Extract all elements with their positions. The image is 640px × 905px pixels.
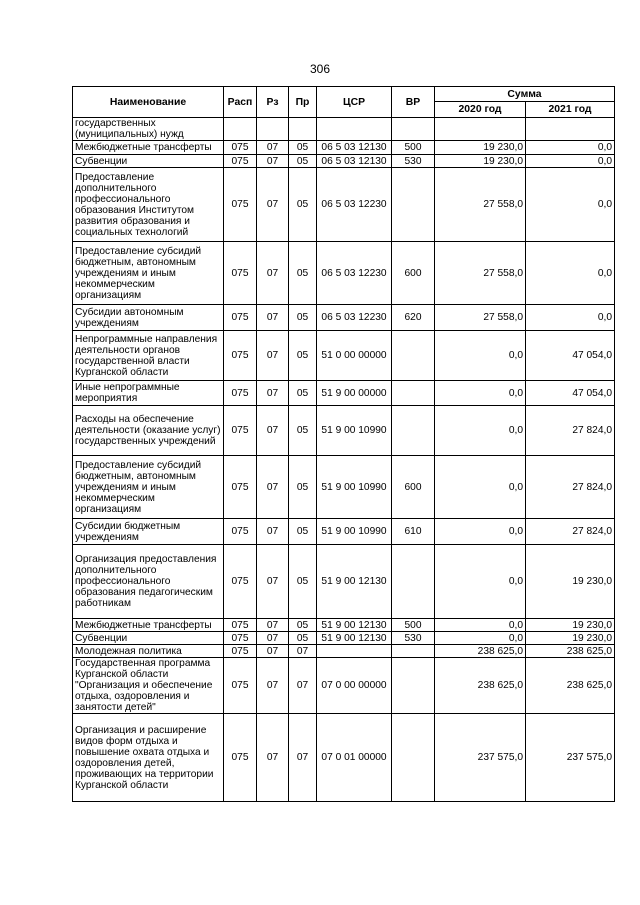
row-amount-2021: 19 230,0 — [526, 545, 615, 619]
row-pr: 05 — [289, 519, 317, 545]
row-vr: 620 — [392, 305, 435, 331]
row-rz: 07 — [257, 331, 289, 381]
row-rasp: 075 — [224, 168, 257, 242]
row-rasp: 075 — [224, 619, 257, 632]
row-amount-2021: 0,0 — [526, 141, 615, 155]
row-amount-2021: 27 824,0 — [526, 519, 615, 545]
row-rz: 07 — [257, 141, 289, 155]
row-rz: 07 — [257, 545, 289, 619]
row-csr: 51 9 00 10990 — [317, 519, 392, 545]
header-2021: 2021 год — [526, 102, 615, 118]
table-row — [73, 645, 615, 658]
page-number: 306 — [309, 62, 331, 76]
row-rz: 07 — [257, 381, 289, 406]
table-row — [73, 331, 615, 381]
row-name: государственных (муниципальных) нужд — [73, 118, 224, 141]
row-rz — [257, 118, 289, 141]
table-row — [73, 381, 615, 406]
row-vr: 600 — [392, 456, 435, 519]
row-rz: 07 — [257, 619, 289, 632]
row-amount-2020: 27 558,0 — [435, 305, 526, 331]
header-vr: ВР — [392, 87, 435, 118]
row-rz: 07 — [257, 645, 289, 658]
row-pr: 07 — [289, 645, 317, 658]
row-vr — [392, 406, 435, 456]
row-rz: 07 — [257, 519, 289, 545]
row-rasp: 075 — [224, 658, 257, 714]
row-rz: 07 — [257, 714, 289, 802]
row-csr: 51 9 00 12130 — [317, 545, 392, 619]
row-amount-2020: 238 625,0 — [435, 645, 526, 658]
row-csr: 51 9 00 12130 — [317, 632, 392, 645]
row-amount-2021: 0,0 — [526, 155, 615, 168]
row-name: Молодежная политика — [73, 645, 224, 658]
row-rz: 07 — [257, 242, 289, 305]
budget-table — [72, 86, 615, 802]
row-name: Государственная программа Курганской области "Организация и обеспечение отдыха, оздоровления и занятости детей" — [73, 658, 224, 714]
row-csr — [317, 645, 392, 658]
row-amount-2020: 0,0 — [435, 545, 526, 619]
header-rasp: Расп — [224, 87, 257, 118]
row-pr: 05 — [289, 406, 317, 456]
row-name: Межбюджетные трансферты — [73, 619, 224, 632]
row-name: Организация и расширение видов форм отдыха и повышение охвата отдыха и оздоровления детей, проживающих на территории Курганской области — [73, 714, 224, 802]
row-amount-2021: 47 054,0 — [526, 331, 615, 381]
row-amount-2021: 238 625,0 — [526, 658, 615, 714]
row-pr: 05 — [289, 619, 317, 632]
row-vr — [392, 118, 435, 141]
table-row — [73, 118, 615, 141]
row-csr: 51 0 00 00000 — [317, 331, 392, 381]
header-name: Наименование — [73, 87, 224, 118]
row-amount-2020: 27 558,0 — [435, 242, 526, 305]
row-csr: 06 5 03 12230 — [317, 242, 392, 305]
table-row — [73, 305, 615, 331]
row-amount-2020: 27 558,0 — [435, 168, 526, 242]
table-row — [73, 406, 615, 456]
row-csr: 51 9 00 10990 — [317, 456, 392, 519]
row-pr — [289, 118, 317, 141]
row-rasp: 075 — [224, 645, 257, 658]
row-rz: 07 — [257, 406, 289, 456]
row-vr: 500 — [392, 619, 435, 632]
row-amount-2021: 19 230,0 — [526, 619, 615, 632]
row-vr: 500 — [392, 141, 435, 155]
row-amount-2021: 27 824,0 — [526, 456, 615, 519]
row-amount-2020: 0,0 — [435, 406, 526, 456]
row-rasp: 075 — [224, 406, 257, 456]
header-2020: 2020 год — [435, 102, 526, 118]
table-row — [73, 632, 615, 645]
row-vr: 530 — [392, 632, 435, 645]
header-rz: Рз — [257, 87, 289, 118]
row-vr — [392, 168, 435, 242]
row-pr: 05 — [289, 545, 317, 619]
row-amount-2021 — [526, 118, 615, 141]
row-csr: 07 0 01 00000 — [317, 714, 392, 802]
row-amount-2021: 0,0 — [526, 168, 615, 242]
row-rasp — [224, 118, 257, 141]
row-pr: 05 — [289, 305, 317, 331]
row-name: Иные непрограммные мероприятия — [73, 381, 224, 406]
row-amount-2021: 27 824,0 — [526, 406, 615, 456]
row-pr: 05 — [289, 381, 317, 406]
row-amount-2020: 0,0 — [435, 632, 526, 645]
row-amount-2020: 19 230,0 — [435, 155, 526, 168]
row-pr: 05 — [289, 155, 317, 168]
table-row — [73, 168, 615, 242]
row-csr — [317, 118, 392, 141]
row-csr: 51 9 00 10990 — [317, 406, 392, 456]
row-vr — [392, 658, 435, 714]
header-sum: Сумма — [435, 87, 615, 102]
row-name: Непрограммные направления деятельности органов государственной власти Курганской области — [73, 331, 224, 381]
table-row — [73, 519, 615, 545]
row-vr — [392, 331, 435, 381]
row-name: Субвенции — [73, 155, 224, 168]
row-rasp: 075 — [224, 305, 257, 331]
row-name: Предоставление дополнительного профессионального образования Институтом развития образования и социальных технологий — [73, 168, 224, 242]
row-rasp: 075 — [224, 141, 257, 155]
row-amount-2021: 238 625,0 — [526, 645, 615, 658]
row-amount-2020: 19 230,0 — [435, 141, 526, 155]
row-csr: 51 9 00 12130 — [317, 619, 392, 632]
row-name: Предоставление субсидий бюджетным, автономным учреждениям и иным некоммерческим организациям — [73, 456, 224, 519]
table-body — [73, 118, 615, 802]
header-csr: ЦСР — [317, 87, 392, 118]
row-rz: 07 — [257, 632, 289, 645]
table-row — [73, 155, 615, 168]
row-name: Субсидии бюджетным учреждениям — [73, 519, 224, 545]
row-name: Предоставление субсидий бюджетным, автономным учреждениям и иным некоммерческим организациям — [73, 242, 224, 305]
table-row — [73, 456, 615, 519]
row-rz: 07 — [257, 658, 289, 714]
row-pr: 05 — [289, 141, 317, 155]
row-rasp: 075 — [224, 632, 257, 645]
table-row — [73, 714, 615, 802]
row-csr: 06 5 03 12230 — [317, 168, 392, 242]
row-amount-2021: 0,0 — [526, 242, 615, 305]
row-amount-2021: 19 230,0 — [526, 632, 615, 645]
row-pr: 05 — [289, 632, 317, 645]
header-pr: Пр — [289, 87, 317, 118]
table-row — [73, 658, 615, 714]
row-amount-2020: 237 575,0 — [435, 714, 526, 802]
table-row — [73, 619, 615, 632]
row-amount-2021: 237 575,0 — [526, 714, 615, 802]
row-rasp: 075 — [224, 519, 257, 545]
row-amount-2020: 0,0 — [435, 381, 526, 406]
row-pr: 05 — [289, 456, 317, 519]
row-csr: 07 0 00 00000 — [317, 658, 392, 714]
row-amount-2020: 0,0 — [435, 456, 526, 519]
row-name: Расходы на обеспечение деятельности (оказание услуг) государственных учреждений — [73, 406, 224, 456]
row-pr: 05 — [289, 331, 317, 381]
row-rasp: 075 — [224, 242, 257, 305]
row-name: Организация предоставления дополнительного профессионального образования педагогическим работникам — [73, 545, 224, 619]
row-name: Субсидии автономным учреждениям — [73, 305, 224, 331]
row-pr: 05 — [289, 168, 317, 242]
row-rz: 07 — [257, 305, 289, 331]
row-rz: 07 — [257, 456, 289, 519]
row-rasp: 075 — [224, 331, 257, 381]
row-rasp: 075 — [224, 545, 257, 619]
row-vr: 600 — [392, 242, 435, 305]
row-name: Межбюджетные трансферты — [73, 141, 224, 155]
row-amount-2020: 0,0 — [435, 619, 526, 632]
row-csr: 51 9 00 00000 — [317, 381, 392, 406]
row-csr: 06 5 03 12130 — [317, 155, 392, 168]
row-vr — [392, 645, 435, 658]
row-rasp: 075 — [224, 456, 257, 519]
row-rasp: 075 — [224, 381, 257, 406]
row-name: Субвенции — [73, 632, 224, 645]
row-pr: 05 — [289, 242, 317, 305]
row-pr: 07 — [289, 714, 317, 802]
row-rasp: 075 — [224, 155, 257, 168]
table-row — [73, 242, 615, 305]
row-amount-2020: 0,0 — [435, 519, 526, 545]
row-rz: 07 — [257, 155, 289, 168]
row-vr — [392, 381, 435, 406]
row-vr — [392, 714, 435, 802]
row-rasp: 075 — [224, 714, 257, 802]
row-amount-2020 — [435, 118, 526, 141]
row-csr: 06 5 03 12130 — [317, 141, 392, 155]
row-csr: 06 5 03 12230 — [317, 305, 392, 331]
row-vr: 610 — [392, 519, 435, 545]
table-row — [73, 545, 615, 619]
row-pr: 07 — [289, 658, 317, 714]
row-vr: 530 — [392, 155, 435, 168]
row-amount-2020: 238 625,0 — [435, 658, 526, 714]
row-amount-2021: 0,0 — [526, 305, 615, 331]
row-amount-2021: 47 054,0 — [526, 381, 615, 406]
table-row — [73, 141, 615, 155]
row-vr — [392, 545, 435, 619]
row-rz: 07 — [257, 168, 289, 242]
row-amount-2020: 0,0 — [435, 331, 526, 381]
